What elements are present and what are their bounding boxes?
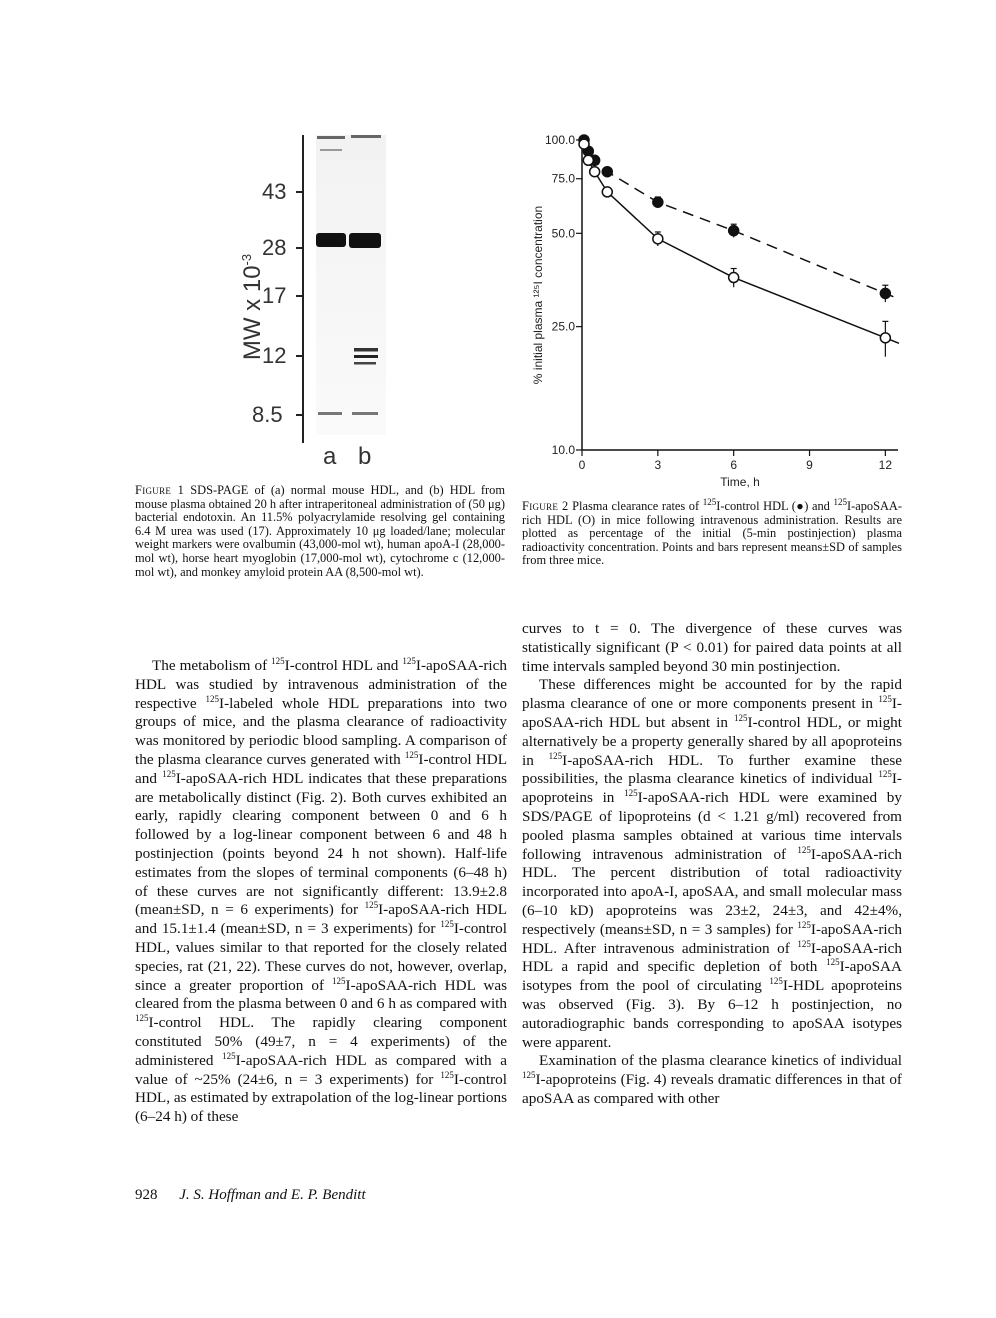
series-line-1	[584, 140, 899, 299]
data-point	[590, 167, 600, 177]
figure-2	[520, 128, 910, 498]
x-tick-label: 9	[806, 458, 813, 472]
y-tick-label: 50.0	[551, 226, 575, 241]
data-point	[602, 167, 612, 177]
marker-label-43: 43	[262, 179, 287, 204]
series-line-2	[584, 144, 899, 343]
y-tick-label: 100.0	[544, 133, 575, 147]
data-point	[880, 333, 890, 343]
x-tick-label: 12	[878, 458, 893, 472]
data-point	[729, 273, 739, 283]
marker-label-12: 12	[262, 343, 287, 368]
x-tick-label: 0	[578, 458, 586, 472]
page-footer	[135, 1187, 366, 1204]
figure-1-label: Figure 1	[135, 483, 185, 497]
paragraph-examination: Examination of the plasma clearance kinetics of individual $^{125}$I-apoproteins (Fig. 4) reveals dramatic differences in that of apoSAA as compared with other	[522, 1052, 902, 1107]
paragraph-differences: These differences might be accounted for by the rapid plasma clearance of one or more components present in $^{125}$I-apoSAA-rich HDL but absent in $^{125}$I-control HDL, or might alternatively be a property generally shared by all apoproteins in $^{125}$I-apoSAA-rich HDL. To further examine these possibilities, the plasma clearance kinetics of individual $^{125}$I-apoproteins in $^{125}$I-apoSAA-rich HDL were examined by SDS/PAGE of lipoproteins (d < 1.21 g/ml) recovered from pooled plasma samples obtained at various time intervals following intravenous administration of $^{125}$I-apoSAA-rich HDL. The percent distribution of total radioactivity incorporated into apoA-I, apoSAA, and small molecular mass (6–10 kD) apoproteins was 23±2, 24±3, and 42±4%, respectively (means±SD, n = 3 samples) for $^{125}$I-apoSAA-rich HDL. After intravenous administration of $^{125}$I-apoSAA-rich HDL a rapid and specific depletion of both $^{125}$I-apoSAA isotypes from the pool of circulating $^{125}$I-HDL apoproteins was observed (Fig. 3). By 6–12 h postinjection, no autoradiographic bands corresponding to apoSAA isotypes were apparent.	[522, 676, 903, 1051]
figure-1-caption	[135, 484, 505, 579]
x-axis-label: Time, h	[720, 475, 760, 489]
right-column-text	[522, 620, 902, 1109]
figure-1-caption-text: SDS-PAGE of (a) normal mouse HDL, and (b) HDL from mouse plasma obtained 20 h after intraperitoneal administration of (50 μg) bacterial endotoxin. An 11.5% polyacrylamide resolving gel containing 6.4 M urea was used (17). Approximately 10 μg loaded/lane; molecular weight markers were ovalbumin (43,000-mol wt), human apoA-I (28,000-mol wt), horse heart myoglobin (17,000-mol wt), cytochrome c (12,000-mol wt), and monkey amyloid protein AA (8,500-mol wt).	[135, 483, 505, 579]
marker-label-8-5: 8.5	[252, 402, 283, 427]
y-tick-label: 25.0	[551, 319, 575, 334]
paragraph-divergence: curves to t = 0. The divergence of these curves was statistically significant (P < 0.01) for paired data points at all time intervals sampled beyond 30 min postinjection.	[522, 620, 902, 675]
clearance-chart	[520, 128, 910, 498]
paragraph-metabolism: The metabolism of $^{125}$I-control HDL and $^{125}$I-apoSAA-rich HDL was studied by intravenous administration of the respective $^{125}$I-labeled whole HDL preparations into two groups of mice, and the plasma clearance of radioactivity was monitored by periodic blood sampling. A comparison of the plasma clearance curves generated with $^{125}$I-control HDL and $^{125}$I-apoSAA-rich HDL indicates that these preparations are metabolically distinct (Fig. 2). Both curves exhibited an early, rapidly clearing component between 0 and 6 h followed by a log-linear component between 6 and 48 h postinjection (points beyond 24 h not shown). Half-life estimates from the slopes of terminal components (6–48 h) of these curves are not significantly different: 13.9±2.8 (mean±SD, n = 6 experiments) for $^{125}$I-apoSAA-rich HDL and 15.1±1.4 (mean±SD, n = 3 experiments) for $^{125}$I-control HDL, values similar to that reported for the closely related species, rat (21, 22). These curves do not, however, overlap, since a greater proportion of $^{125}$I-apoSAA-rich HDL was cleared from the plasma between 0 and 6 h as compared with $^{125}$I-control HDL. The rapidly clearing component constituted 50% (49±7, n = 4 experiments) of the administered $^{125}$I-apoSAA-rich HDL as compared with a value of ~25% (24±6, n = 3 experiments) for $^{125}$I-control HDL, as estimated by extrapolation of the log-linear portions (6–24 h) of these	[135, 655, 507, 1126]
figure-1	[230, 125, 405, 475]
data-point	[653, 234, 663, 244]
page-number: 928	[135, 1187, 158, 1203]
data-point	[880, 288, 890, 298]
left-column-text	[135, 657, 507, 1127]
data-point	[653, 197, 663, 207]
y-axis-label: % initial plasma ¹²⁵I concentration	[531, 205, 545, 385]
data-point	[602, 187, 612, 197]
figure-2-caption: Figure 2 Plasma clearance rates of $^{125}$I-control HDL (●) and $^{125}$I-apoSAA-rich HDL (O) in mice following intravenous administration. Results are plotted as percentage of the initial (5-min postinjection) plasma radioactivity concentration. Points and bars represent means±SD of samples from three mice.	[522, 496, 902, 568]
lane-label-b: b	[358, 443, 372, 470]
y-tick-label: 75.0	[551, 171, 575, 186]
data-point	[729, 226, 739, 236]
y-tick-label: 10.0	[551, 443, 575, 457]
x-tick-label: 6	[730, 458, 738, 472]
lane-label-a: a	[323, 443, 337, 470]
marker-label-28: 28	[262, 235, 287, 260]
gel-y-axis-label: MW x $10^{-3}$	[239, 253, 266, 361]
x-tick-label: 3	[654, 458, 662, 472]
figure-2-label: Figure 2	[522, 499, 569, 513]
marker-label-17: 17	[262, 283, 287, 308]
running-authors: J. S. Hoffman and E. P. Benditt	[179, 1187, 366, 1203]
data-point	[579, 139, 589, 149]
data-point	[583, 155, 593, 165]
